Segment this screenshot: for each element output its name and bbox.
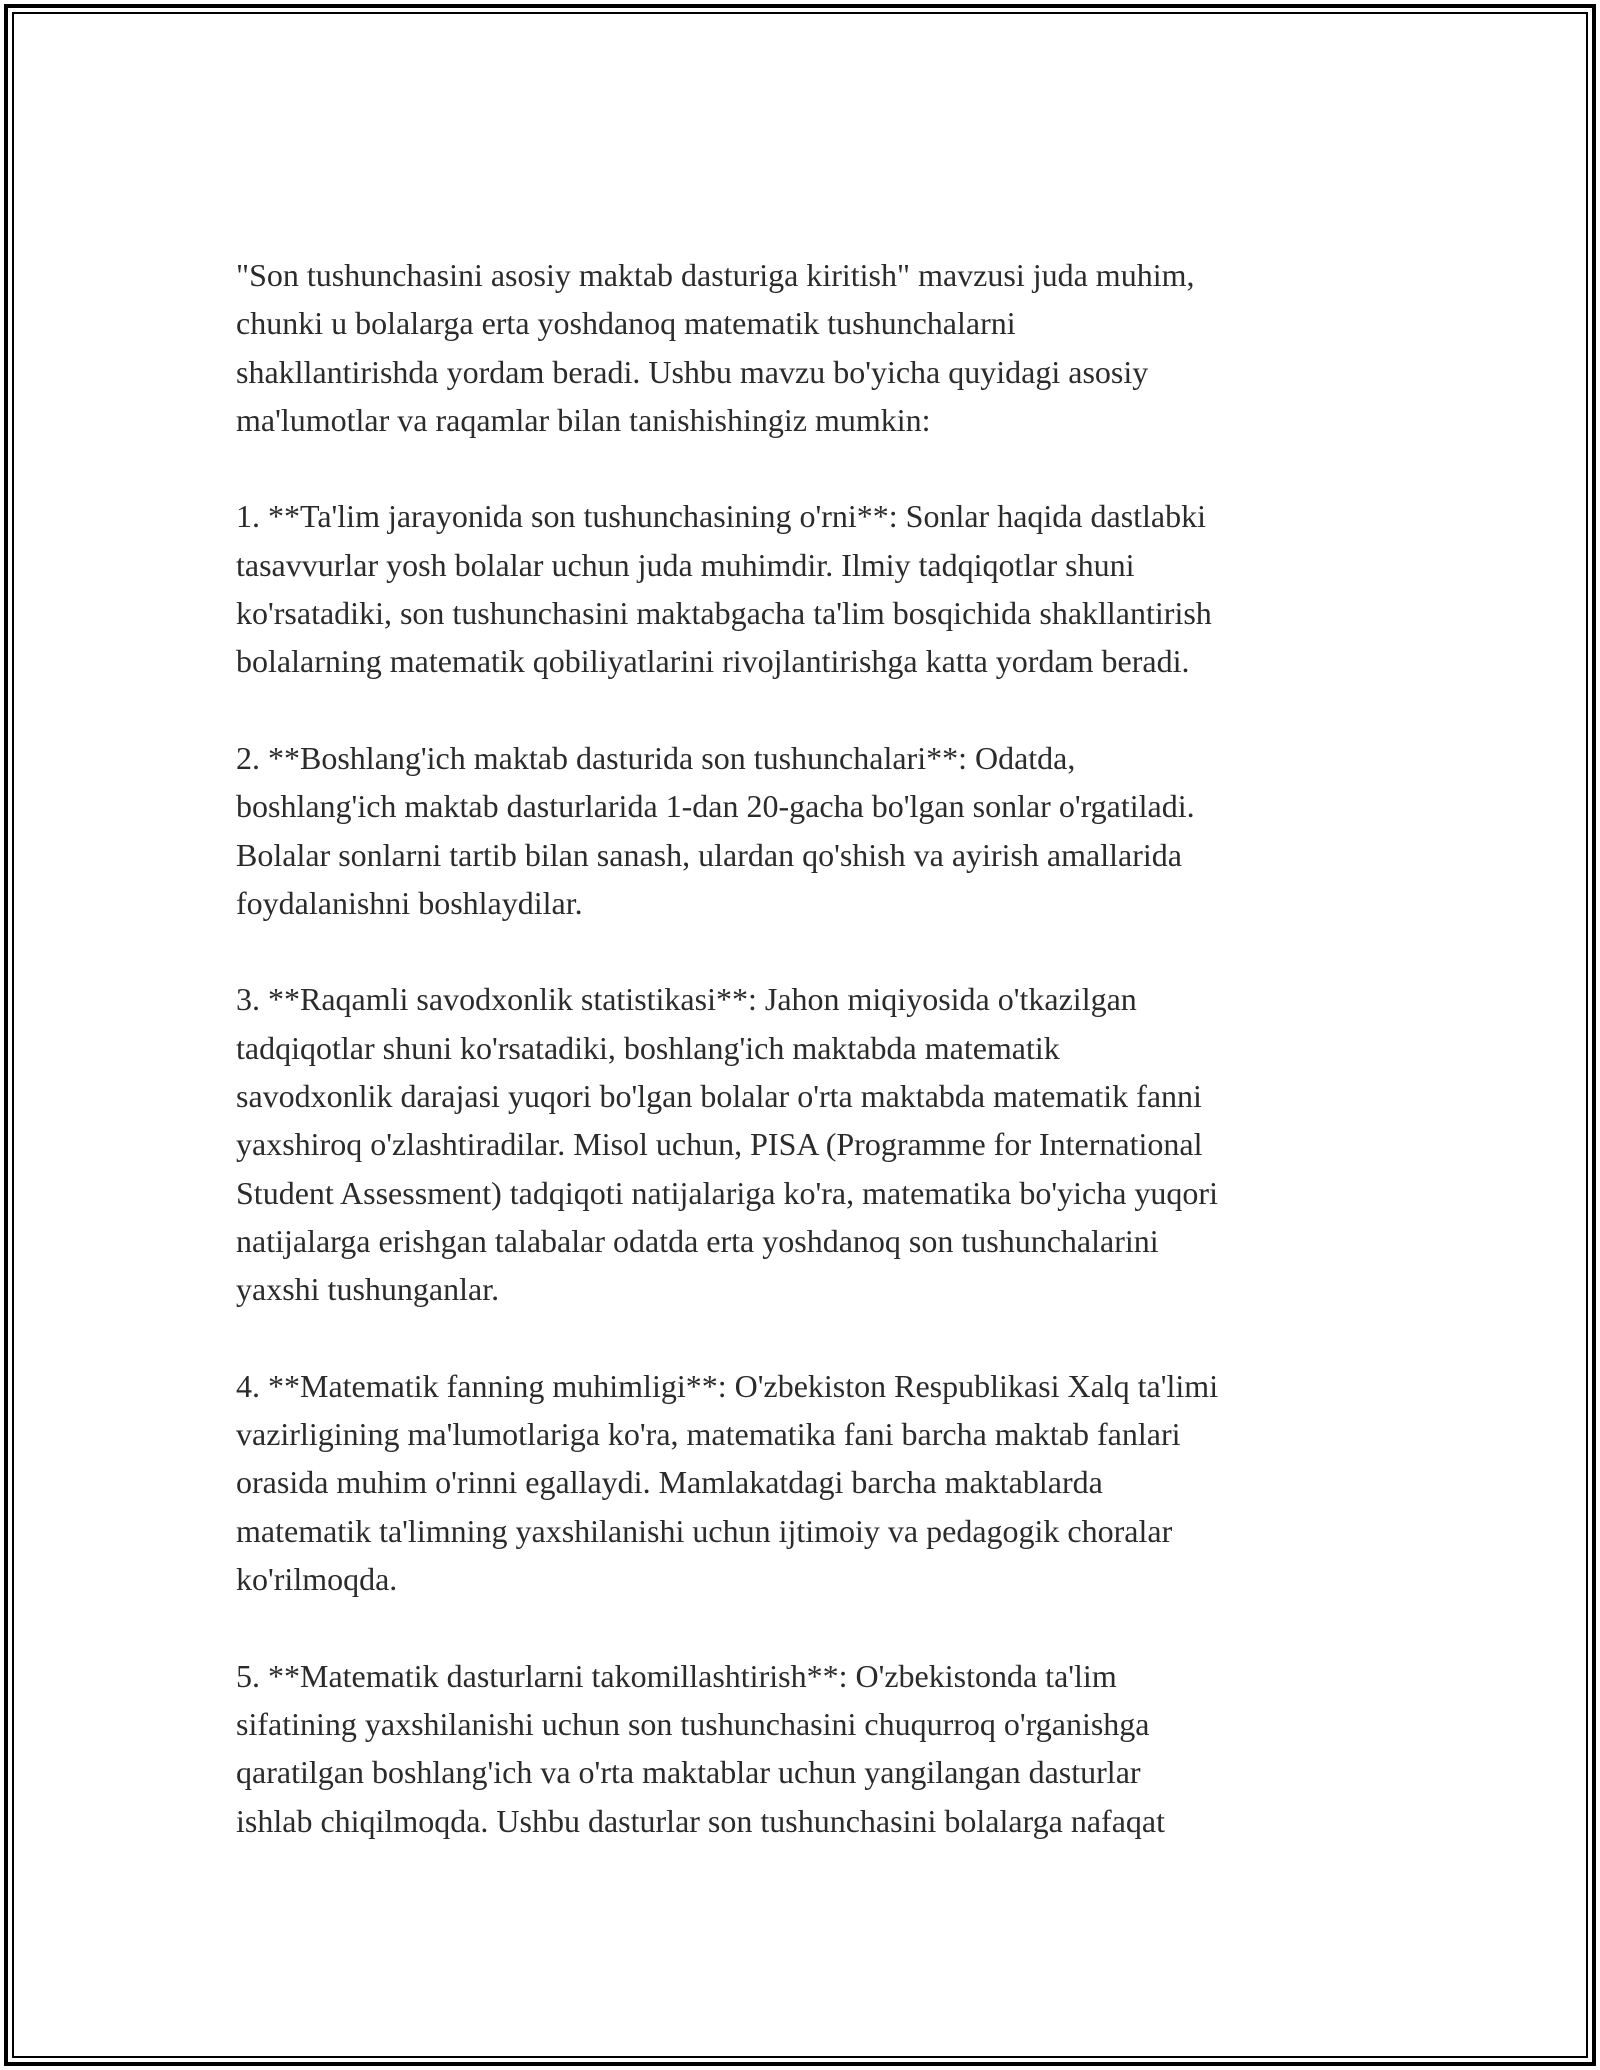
document-body (236, 251, 1376, 1845)
text-line: ko'rsatadiki, son tushunchasini maktabgacha ta'lim bosqichida shakllantirish (236, 595, 1212, 632)
paragraph-intro (236, 251, 1376, 444)
text-line: boshlang'ich maktab dasturlarida 1-dan 20-gacha bo'lgan sonlar o'rgatiladi. (236, 788, 1195, 825)
text-line: 3. **Raqamli savodxonlik statistikasi**: Jahon miqiyosida o'tkazilgan (236, 981, 1137, 1018)
text-line: 5. **Matematik dasturlarni takomillashtirish**: O'zbekistonda ta'lim (236, 1657, 1117, 1694)
text-line: tasavvurlar yosh bolalar uchun juda muhimdir. Ilmiy tadqiqotlar shuni (236, 546, 1135, 583)
paragraph-point-1 (236, 492, 1376, 685)
text-line: ko'rilmoqda. (236, 1561, 398, 1598)
paragraph-point-5 (236, 1652, 1376, 1845)
paragraph-gap (236, 1603, 1376, 1651)
text-line: matematik ta'limning yaxshilanishi uchun ijtimoiy va pedagogik choralar (236, 1512, 1173, 1549)
text-line: bolalarning matematik qobiliyatlarini rivojlantirishga katta yordam beradi. (236, 643, 1190, 680)
paragraph-gap (236, 444, 1376, 492)
text-line: sifatining yaxshilanishi uchun son tushunchasini chuqurroq o'rganishga (236, 1705, 1150, 1742)
text-line: 1. **Ta'lim jarayonida son tushunchasining o'rni**: Sonlar haqida dastlabki (236, 498, 1207, 535)
paragraph-point-4 (236, 1362, 1376, 1603)
text-line: foydalanishni boshlaydilar. (236, 884, 583, 921)
paragraph-point-3 (236, 975, 1376, 1313)
text-line: yaxshiroq o'zlashtiradilar. Misol uchun, PISA (Programme for International (236, 1126, 1203, 1163)
text-line: tadqiqotlar shuni ko'rsatadiki, boshlang'ich maktabda matematik (236, 1029, 1060, 1066)
paragraph-point-2 (236, 734, 1376, 927)
text-line: shakllantirishda yordam beradi. Ushbu mavzu bo'yicha quyidagi asosiy (236, 353, 1149, 390)
text-line: orasida muhim o'rinni egallaydi. Mamlakatdagi barcha maktablarda (236, 1464, 1103, 1501)
text-line: qaratilgan boshlang'ich va o'rta maktablar uchun yangilangan dasturlar (236, 1754, 1141, 1791)
text-line: 2. **Boshlang'ich maktab dasturida son tushunchalari**: Odatda, (236, 739, 1076, 776)
text-line: ma'lumotlar va raqamlar bilan tanishishingiz mumkin: (236, 401, 931, 438)
paragraph-gap (236, 927, 1376, 975)
text-line: Student Assessment) tadqiqoti natijalariga ko'ra, matematika bo'yicha yuqori (236, 1174, 1218, 1211)
text-line: yaxshi tushunganlar. (236, 1271, 500, 1308)
text-line: Bolalar sonlarni tartib bilan sanash, ulardan qo'shish va ayirish amallarida (236, 836, 1182, 873)
text-line: natijalarga erishgan talabalar odatda erta yoshdanoq son tushunchalarini (236, 1222, 1159, 1259)
text-line: 4. **Matematik fanning muhimligi**: O'zbekiston Respublikasi Xalq ta'limi (236, 1367, 1219, 1404)
paragraph-gap (236, 1314, 1376, 1362)
text-line: savodxonlik darajasi yuqori bo'lgan bolalar o'rta maktabda matematik fanni (236, 1078, 1202, 1115)
paragraph-gap (236, 686, 1376, 734)
text-line: vazirligining ma'lumotlariga ko'ra, matematika fani barcha maktab fanlari (236, 1416, 1181, 1453)
text-line: ishlab chiqilmoqda. Ushbu dasturlar son tushunchasini bolalarga nafaqat (236, 1802, 1165, 1839)
text-line: chunki u bolalarga erta yoshdanoq matematik tushunchalarni (236, 305, 1016, 342)
text-line: "Son tushunchasini asosiy maktab dasturiga kiritish" mavzusi juda muhim, (236, 257, 1195, 293)
